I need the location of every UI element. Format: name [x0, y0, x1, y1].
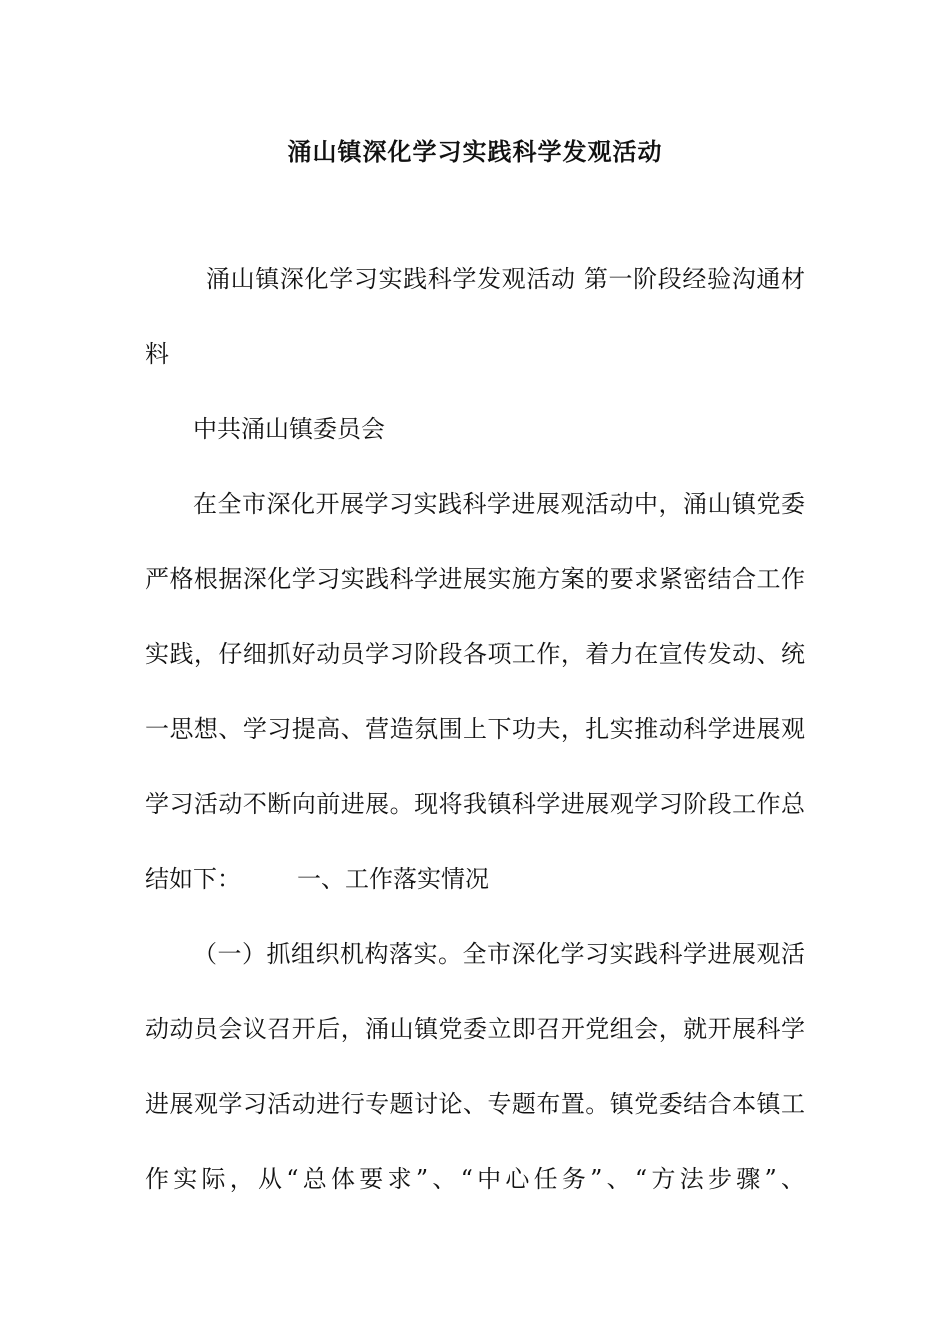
body-line-5: 学习活动不断向前进展。现将我镇科学进展观学习阶段工作总: [145, 790, 805, 818]
body-line-3: 实践，仔细抓好动员学习阶段各项工作，着力在宣传发动、统: [145, 640, 805, 668]
subtitle-line-2: 料: [145, 340, 169, 368]
author-line: 中共涌山镇委员会: [193, 415, 385, 443]
body-line-6: [145, 859, 489, 899]
body-line-1: 在全市深化开展学习实践科学进展观活动中，涌山镇党委: [193, 490, 805, 518]
body-line-8: 动动员会议召开后，涌山镇党委立即召开党组会，就开展科学: [145, 1015, 805, 1043]
body-line-7: （一）抓组织机构落实。全市深化学习实践科学进展观活: [193, 940, 805, 968]
section-heading-1: 一、工作落实情况: [297, 865, 489, 893]
body-line-10: 作实际，从“总体要求”、“中心任务”、“方法步骤”、: [145, 1165, 805, 1193]
body-line-9: 进展观学习活动进行专题讨论、专题布置。镇党委结合本镇工: [145, 1090, 805, 1118]
body-line-2: 严格根据深化学习实践科学进展实施方案的要求紧密结合工作: [145, 565, 805, 593]
body-line-4: 一思想、学习提高、营造氛围上下功夫，扎实推动科学进展观: [145, 715, 805, 743]
body-line-6-text: 结如下：: [145, 865, 241, 893]
subtitle-line-1: 涌山镇深化学习实践科学发观活动 第一阶段经验沟通材: [206, 265, 805, 293]
document-title: 涌山镇深化学习实践科学发观活动: [287, 137, 663, 166]
